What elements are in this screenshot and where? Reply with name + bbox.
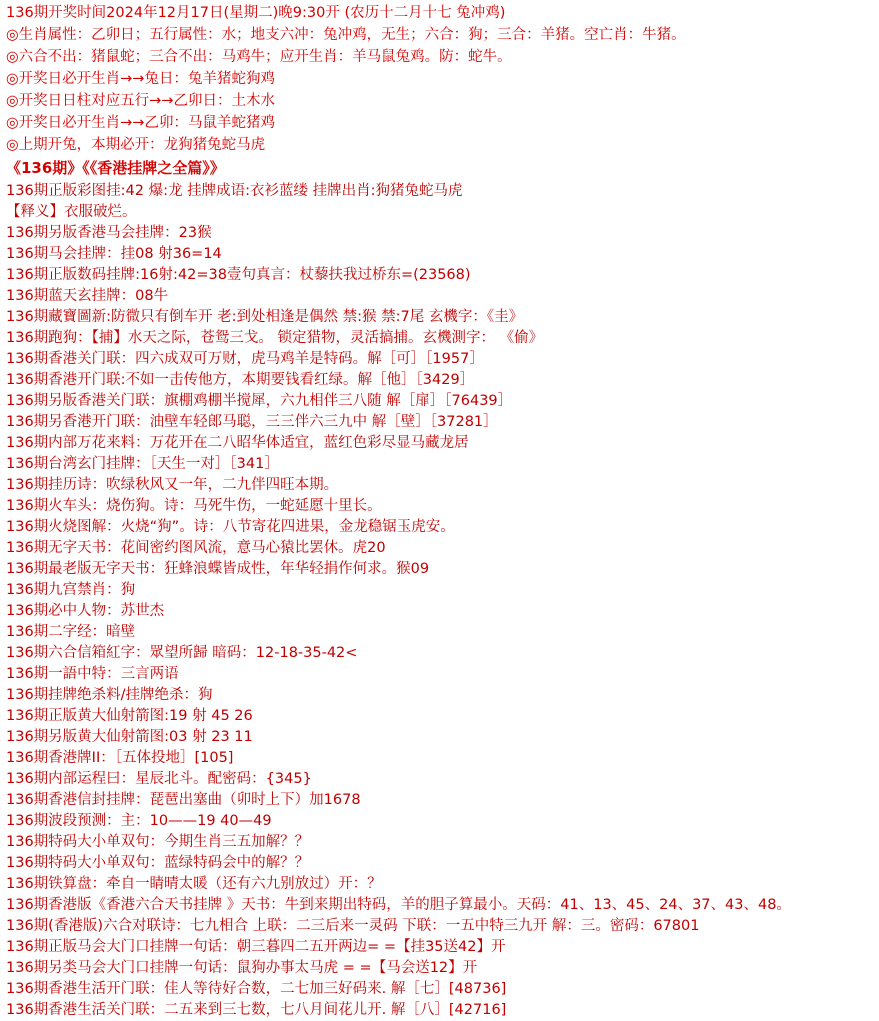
list-item: 136期香港牌II：［五体投地］[105]: [6, 750, 234, 766]
list-item: 136期香港信封挂牌：琵琶出塞曲（卯时上下）加1678: [6, 792, 361, 808]
list-item: 136期香港版《香港六合天书挂牌 》天书：牛到来期出特码，羊的胆子算最小。天码：41、13、45、24、37、43、48。: [6, 897, 791, 913]
list-item: 136期挂历诗：吹绿秋风又一年，二九伴四旺本期。: [6, 477, 339, 493]
header-line-2: ◎生肖属性：乙卯日；五行属性：水；地支六冲：兔冲鸡，无生；六合：狗；三合：羊猪。空亡肖：牛猪。: [6, 27, 686, 43]
header-line-6: ◎开奖日必开生肖→→乙卯：马鼠羊蛇猪鸡: [6, 115, 275, 131]
list-item: 136期无字天书：花间密约图风流，意马心猿比罢休。虎20: [6, 540, 386, 556]
list-item: 136期正版马会大门口挂牌一句话：朝三暮四二五开两边= =【挂35送42】开: [6, 939, 506, 955]
list-item: 136期波段预测：主：10——19 40—49: [6, 813, 272, 829]
header-line-7: ◎上期开兔，本期必开：龙狗猪兔蛇马虎: [6, 137, 266, 153]
list-item: 136期火烧图解：火烧“狗”。诗：八节寄花四进果，金龙稳锯玉虎安。: [6, 519, 455, 535]
list-item: 136期马会挂牌：挂08 射36=14: [6, 246, 222, 262]
list-item: 136期台湾玄门挂牌：［天生一对］［341］: [6, 456, 279, 472]
header-line-1: 136期开奖时间2024年12月17日(星期二)晚9:30开 (农历十二月十七 兔冲鸡): [6, 5, 506, 21]
entry-list: [0, 180, 879, 1021]
list-item: 136期香港关门联：四六成双可万财，虎马鸡羊是特码。解［可］［1957］: [6, 351, 484, 367]
list-item: 136期藏寶圖新:防微只有倒车开 老:到处相逢是偶然 禁:猴 禁:7尾 玄機字：《圭》: [6, 309, 524, 325]
list-item: 【释义】衣服破烂。: [6, 204, 137, 220]
list-item: 136期蓝天玄挂牌：08牛: [6, 288, 169, 304]
list-item: 136期另版香港关门联：旗棚鸡棚半搅犀，六九相伴三八随 解［扉］［76439］: [6, 393, 513, 409]
list-item: 136期香港生活关门联：二五来到三七数，七八月间花儿开. 解［八］[42716]: [6, 1002, 507, 1018]
header-line-5: ◎开奖日日柱对应五行→→乙卯日：土木水: [6, 93, 275, 109]
list-item: 136期正版数码挂牌:16射:42=38壹句真言：杖藜扶我过桥东=(23568): [6, 267, 471, 283]
document-title: 《136期》《《香港挂牌之全篇》》: [6, 159, 225, 177]
list-item: 136期正版黄大仙射箭图:19 射 45 26: [6, 708, 253, 724]
list-item: 136期火车头：烧伤狗。诗：马死牛伤，一蛇延愿十里长。: [6, 498, 382, 514]
list-item: 136期另类马会大门口挂牌一句话：鼠狗办事太马虎 = =【马会送12】开: [6, 960, 478, 976]
list-item: 136期特码大小单双句：蓝绿特码会中的解？？: [6, 855, 310, 871]
list-item: 136期内部万花来料：万花开在二八昭华体适宜，蓝红色彩尽显马藏龙居: [6, 435, 469, 451]
list-item: 136期特码大小单双句：今期生肖三五加解？？: [6, 834, 310, 850]
list-item: 136期六合信箱紅字：眾望所歸 暗码：12-18-35-42<: [6, 645, 358, 661]
list-item: 136期最老版无字天书：狂蜂浪蝶皆成性，年华轻捐作何求。猴09: [6, 561, 430, 577]
list-item: 136期另香港开门联：油壁车轻郎马聪，三三伴六三九中 解［壁］［37281］: [6, 414, 498, 430]
list-item: 136期二字经：暗壁: [6, 624, 136, 640]
list-item: 136期另版香港马会挂牌：23猴: [6, 225, 212, 241]
list-item: 136期香港生活开门联：佳人等待好合数，二七加三好码来. 解［七］[48736]: [6, 981, 507, 997]
list-item: 136期九宫禁肖：狗: [6, 582, 136, 598]
list-item: 136期内部运程曰：星辰北斗。配密码：{345}: [6, 771, 312, 787]
list-item: 136期挂牌绝杀料/挂牌绝杀：狗: [6, 687, 213, 703]
list-item: 136期(香港版)六合对联诗：七九相合 上联：二三后来一灵码 下联：一五中特三九开 解：三。密码：67801: [6, 918, 700, 934]
list-item: 136期铁算盘：牵自一睛晴太暖（还有六九别放过）开：？: [6, 876, 382, 892]
list-item: 136期正版彩图挂:42 爆:龙 挂牌成语:衣衫蓝缕 挂牌出肖:狗猪兔蛇马虎: [6, 183, 463, 199]
header-line-3: ◎六合不出：猪鼠蛇；三合不出：马鸡牛；应开生肖：羊马鼠兔鸡。防：蛇牛。: [6, 49, 512, 65]
list-item: 136期一語中特：三言两语: [6, 666, 179, 682]
list-item: 136期另版黄大仙射箭图:03 射 23 11: [6, 729, 253, 745]
list-item: 136期跑狗：【捕】水天之际，苍鸳三戈。 锁定猎物，灵活搞捕。玄機測字： 《偷》: [6, 330, 544, 346]
header-line-4: ◎开奖日必开生肖→→兔日：兔羊猪蛇狗鸡: [6, 71, 275, 87]
list-item: 136期香港开门联:不如一击传他方，本期要钱看红绿。解［他］［3429］: [6, 372, 475, 388]
list-item: 136期必中人物：苏世杰: [6, 603, 165, 619]
